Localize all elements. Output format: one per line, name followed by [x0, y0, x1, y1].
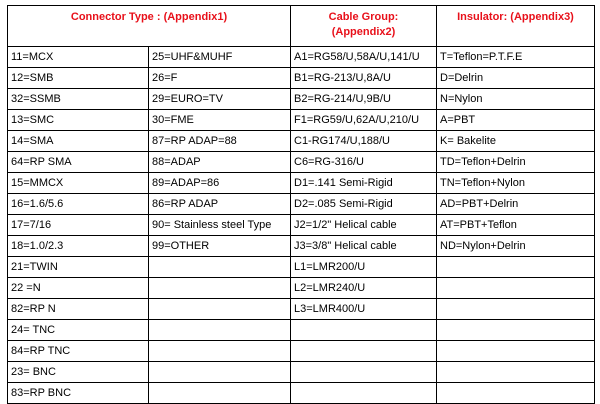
connector-code-cell-2: 86=RP ADAP: [149, 194, 291, 215]
header-row: [8, 6, 595, 47]
insulator-cell: [437, 383, 595, 404]
connector-code-cell-2: 29=EURO=TV: [149, 89, 291, 110]
table-row: [8, 383, 595, 404]
table-row: [8, 68, 595, 89]
connector-code-cell-2: 30=FME: [149, 110, 291, 131]
connector-code-cell: 11=MCX: [8, 47, 149, 68]
connector-code-cell: 82=RP N: [8, 299, 149, 320]
cable-group-cell: C1-RG174/U,188/U: [291, 131, 437, 152]
table-row: [8, 173, 595, 194]
connector-code-cell: 83=RP BNC: [8, 383, 149, 404]
insulator-cell: [437, 341, 595, 362]
connector-code-cell-2: 88=ADAP: [149, 152, 291, 173]
insulator-cell: K= Bakelite: [437, 131, 595, 152]
cable-group-cell: A1=RG58/U,58A/U,141/U: [291, 47, 437, 68]
cable-group-cell: D2=.085 Semi-Rigid: [291, 194, 437, 215]
connector-code-cell-2: [149, 278, 291, 299]
cable-group-header: Cable Group: (Appendix2): [291, 6, 437, 47]
connector-code-cell: 16=1.6/5.6: [8, 194, 149, 215]
table-row: [8, 152, 595, 173]
table-row: [8, 110, 595, 131]
table-row: [8, 236, 595, 257]
table-row: [8, 257, 595, 278]
cable-group-cell: [291, 341, 437, 362]
table-row: [8, 131, 595, 152]
cable-group-cell: [291, 383, 437, 404]
connector-code-cell-2: 87=RP ADAP=88: [149, 131, 291, 152]
connector-code-cell-2: 26=F: [149, 68, 291, 89]
connector-code-cell: 14=SMA: [8, 131, 149, 152]
connector-code-cell: 13=SMC: [8, 110, 149, 131]
cable-group-cell: [291, 362, 437, 383]
insulator-cell: TD=Teflon+Delrin: [437, 152, 595, 173]
appendix-table: [7, 5, 595, 404]
connector-code-cell-2: [149, 299, 291, 320]
table-body: [8, 47, 595, 404]
insulator-cell: AD=PBT+Delrin: [437, 194, 595, 215]
connector-code-cell: 64=RP SMA: [8, 152, 149, 173]
connector-code-cell: 15=MMCX: [8, 173, 149, 194]
connector-code-cell: 17=7/16: [8, 215, 149, 236]
connector-code-cell: 22 =N: [8, 278, 149, 299]
table-row: [8, 341, 595, 362]
cable-group-cell: J2=1/2" Helical cable: [291, 215, 437, 236]
cable-group-cell: L3=LMR400/U: [291, 299, 437, 320]
cable-group-cell: L2=LMR240/U: [291, 278, 437, 299]
connector-code-cell-2: 90= Stainless steel Type: [149, 215, 291, 236]
cable-group-cell: B1=RG-213/U,8A/U: [291, 68, 437, 89]
connector-type-header: Connector Type : (Appendix1): [8, 6, 291, 47]
insulator-cell: ND=Nylon+Delrin: [437, 236, 595, 257]
table-row: [8, 362, 595, 383]
table-row: [8, 299, 595, 320]
insulator-cell: [437, 278, 595, 299]
cable-group-cell: L1=LMR200/U: [291, 257, 437, 278]
insulator-cell: [437, 257, 595, 278]
insulator-cell: [437, 320, 595, 341]
connector-code-cell: 12=SMB: [8, 68, 149, 89]
cable-group-cell: B2=RG-214/U,9B/U: [291, 89, 437, 110]
insulator-cell: [437, 362, 595, 383]
connector-code-cell: 21=TWIN: [8, 257, 149, 278]
table-row: [8, 278, 595, 299]
table-row: [8, 47, 595, 68]
connector-code-cell: 84=RP TNC: [8, 341, 149, 362]
cable-group-cell: J3=3/8" Helical cable: [291, 236, 437, 257]
insulator-cell: [437, 299, 595, 320]
connector-code-cell-2: 99=OTHER: [149, 236, 291, 257]
insulator-header: Insulator: (Appendix3): [437, 6, 595, 47]
table-row: [8, 89, 595, 110]
connector-code-cell: 32=SSMB: [8, 89, 149, 110]
table-row: [8, 194, 595, 215]
cable-group-cell: D1=.141 Semi-Rigid: [291, 173, 437, 194]
connector-code-cell-2: 25=UHF&MUHF: [149, 47, 291, 68]
connector-code-cell-2: [149, 320, 291, 341]
connector-code-cell-2: [149, 341, 291, 362]
connector-code-cell: 23= BNC: [8, 362, 149, 383]
insulator-cell: A=PBT: [437, 110, 595, 131]
connector-code-cell-2: [149, 383, 291, 404]
connector-code-cell: 24= TNC: [8, 320, 149, 341]
table-row: [8, 320, 595, 341]
table-row: [8, 215, 595, 236]
insulator-cell: D=Delrin: [437, 68, 595, 89]
connector-code-cell-2: [149, 257, 291, 278]
cable-group-cell: C6=RG-316/U: [291, 152, 437, 173]
insulator-cell: TN=Teflon+Nylon: [437, 173, 595, 194]
insulator-cell: N=Nylon: [437, 89, 595, 110]
cable-group-cell: [291, 320, 437, 341]
insulator-cell: AT=PBT+Teflon: [437, 215, 595, 236]
insulator-cell: T=Teflon=P.T.F.E: [437, 47, 595, 68]
cable-group-cell: F1=RG59/U,62A/U,210/U: [291, 110, 437, 131]
connector-code-cell-2: [149, 362, 291, 383]
connector-code-cell: 18=1.0/2.3: [8, 236, 149, 257]
connector-code-cell-2: 89=ADAP=86: [149, 173, 291, 194]
